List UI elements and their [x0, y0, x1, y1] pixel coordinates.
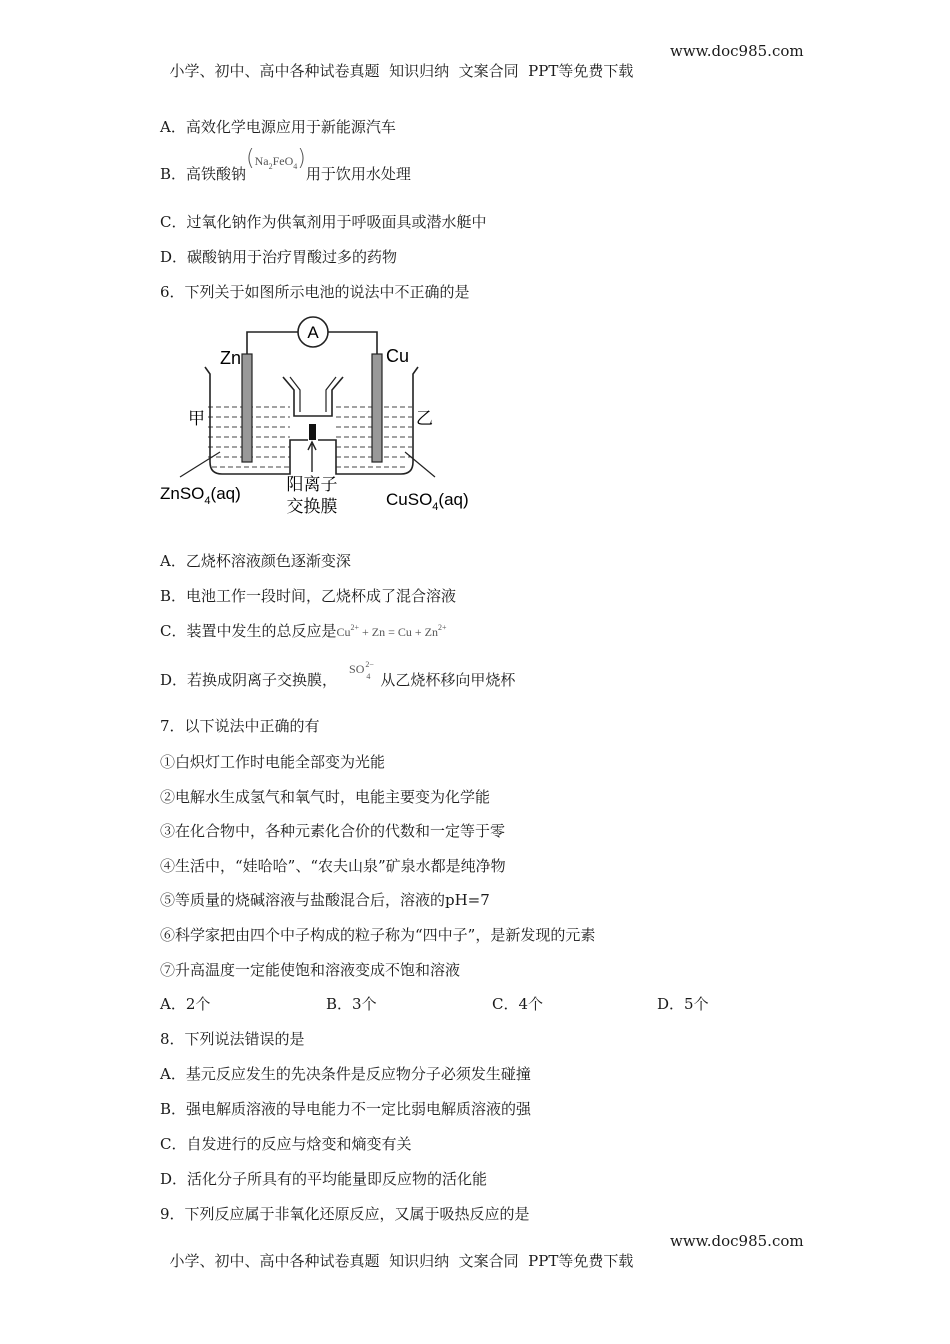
- formula-feo: FeO: [272, 154, 294, 168]
- connector-tube: [283, 377, 343, 416]
- q7-item-7: ⑦升高温度一定能使饱和溶液变成不饱和溶液: [160, 961, 461, 979]
- formula-feo-sub: 4: [293, 162, 298, 171]
- right-beaker-label: 乙: [416, 409, 433, 428]
- q6-stem: 6．下列关于如图所示电池的说法中不正确的是: [160, 283, 470, 301]
- right-solution-pointer: [405, 452, 435, 477]
- zn-label: Zn: [220, 348, 242, 368]
- q8-option-c: C．自发进行的反应与焓变和熵变有关: [160, 1135, 412, 1153]
- zn-electrode: [242, 354, 252, 462]
- q7-item-6: ⑥科学家把由四个中子构成的粒子称为“四中子”，是新发现的元素: [160, 926, 596, 944]
- formula-na: Na: [254, 154, 269, 168]
- q6-c-prefix: C．装置中发生的总反应是: [160, 622, 337, 640]
- header-site: www.doc985.com: [670, 42, 804, 60]
- q6-option-b: B．电池工作一段时间，乙烧杯成了混合溶液: [160, 587, 457, 605]
- eq-cu-sup: 2+: [350, 623, 360, 632]
- q7-option-a: A．2个: [160, 995, 211, 1013]
- left-solution-label: ZnSO$_4$(aq): [160, 484, 241, 507]
- eq-cu: Cu: [336, 625, 351, 639]
- battery-diagram: [150, 312, 480, 522]
- right-solution-label: CuSO$_4$(aq): [386, 490, 469, 513]
- ion-sup: 2−: [365, 660, 374, 669]
- header-text: 小学、初中、高中各种试卷真题 知识归纳 文案合同 PPT等免费下载: [169, 62, 634, 80]
- q7-item-5: ⑤等质量的烧碱溶液与盐酸混合后，溶液的pH=7: [160, 891, 490, 909]
- q8-option-b: B．强电解质溶液的导电能力不一定比弱电解质溶液的强: [160, 1100, 532, 1118]
- q6-d-prefix: D．若换成阴离子交换膜，: [160, 671, 338, 689]
- q7-option-c: C．4个: [492, 995, 544, 1013]
- eq-rest: + Zn = Cu + Zn: [359, 625, 438, 639]
- q7-option-d: D．5个: [657, 995, 709, 1013]
- q7-item-2: ②电解水生成氢气和氧气时，电能主要变为化学能: [160, 788, 491, 806]
- footer-text: 小学、初中、高中各种试卷真题 知识归纳 文案合同 PPT等免费下载: [169, 1252, 634, 1270]
- q6-option-d: [160, 660, 516, 691]
- q5-b-suffix: 用于饮用水处理: [305, 165, 411, 183]
- eq-zn-sup: 2+: [437, 623, 447, 632]
- ammeter-label: A: [307, 323, 319, 342]
- q8-stem: 8．下列说法错误的是: [160, 1030, 305, 1048]
- q7-item-1: ①白炽灯工作时电能全部变为光能: [160, 753, 386, 771]
- q5-option-b: [160, 146, 411, 194]
- left-solution-pointer: [180, 452, 220, 477]
- q6-option-c: [160, 621, 447, 644]
- q7-item-3: ③在化合物中，各种元素化合价的代数和一定等于零: [160, 822, 506, 840]
- ion-exchange-membrane: [309, 424, 316, 440]
- q5-b-formula: $(Na_2FeO_4)$: [246, 146, 306, 171]
- ion-sub: 4: [366, 672, 371, 681]
- q6-d-suffix: 从乙烧杯移向甲烧杯: [380, 671, 516, 689]
- q5-option-c: C．过氧化钠作为供氧剂用于呼吸面具或潜水艇中: [160, 213, 487, 231]
- q5-b-prefix: B．高铁酸钠: [160, 165, 247, 183]
- membrane-label-line1: 阳离子: [286, 475, 338, 494]
- q7-item-4: ④生活中，“娃哈哈”、“农夫山泉”矿泉水都是纯净物: [160, 857, 506, 875]
- ion-so: SO: [349, 662, 365, 676]
- membrane-label-line2: 交换膜: [286, 497, 338, 516]
- left-beaker-label: 甲: [188, 409, 205, 428]
- right-beaker: [318, 367, 418, 474]
- page-footer: [160, 1232, 804, 1289]
- q8-option-d: D．活化分子所具有的平均能量即反应物的活化能: [160, 1170, 488, 1188]
- cu-electrode: [372, 354, 382, 462]
- q5-option-a: A．高效化学电源应用于新能源汽车: [160, 118, 396, 136]
- q7-option-b: B．3个: [326, 995, 377, 1013]
- left-beaker: [205, 367, 308, 474]
- q6-d-ion: [349, 658, 376, 679]
- q6-option-a: A．乙烧杯溶液颜色逐渐变深: [160, 552, 351, 570]
- q7-stem: 7．以下说法中正确的有: [160, 717, 320, 735]
- page-header: [160, 42, 804, 99]
- q5-option-d: D．碳酸钠用于治疗胃酸过多的药物: [160, 248, 398, 266]
- q9-stem: 9．下列反应属于非氧化还原反应，又属于吸热反应的是: [160, 1205, 530, 1223]
- cu-label: Cu: [386, 346, 410, 366]
- formula-na-sub: 2: [268, 162, 273, 171]
- q8-option-a: A．基元反应发生的先决条件是反应物分子必须发生碰撞: [160, 1065, 531, 1083]
- footer-site: www.doc985.com: [670, 1232, 804, 1250]
